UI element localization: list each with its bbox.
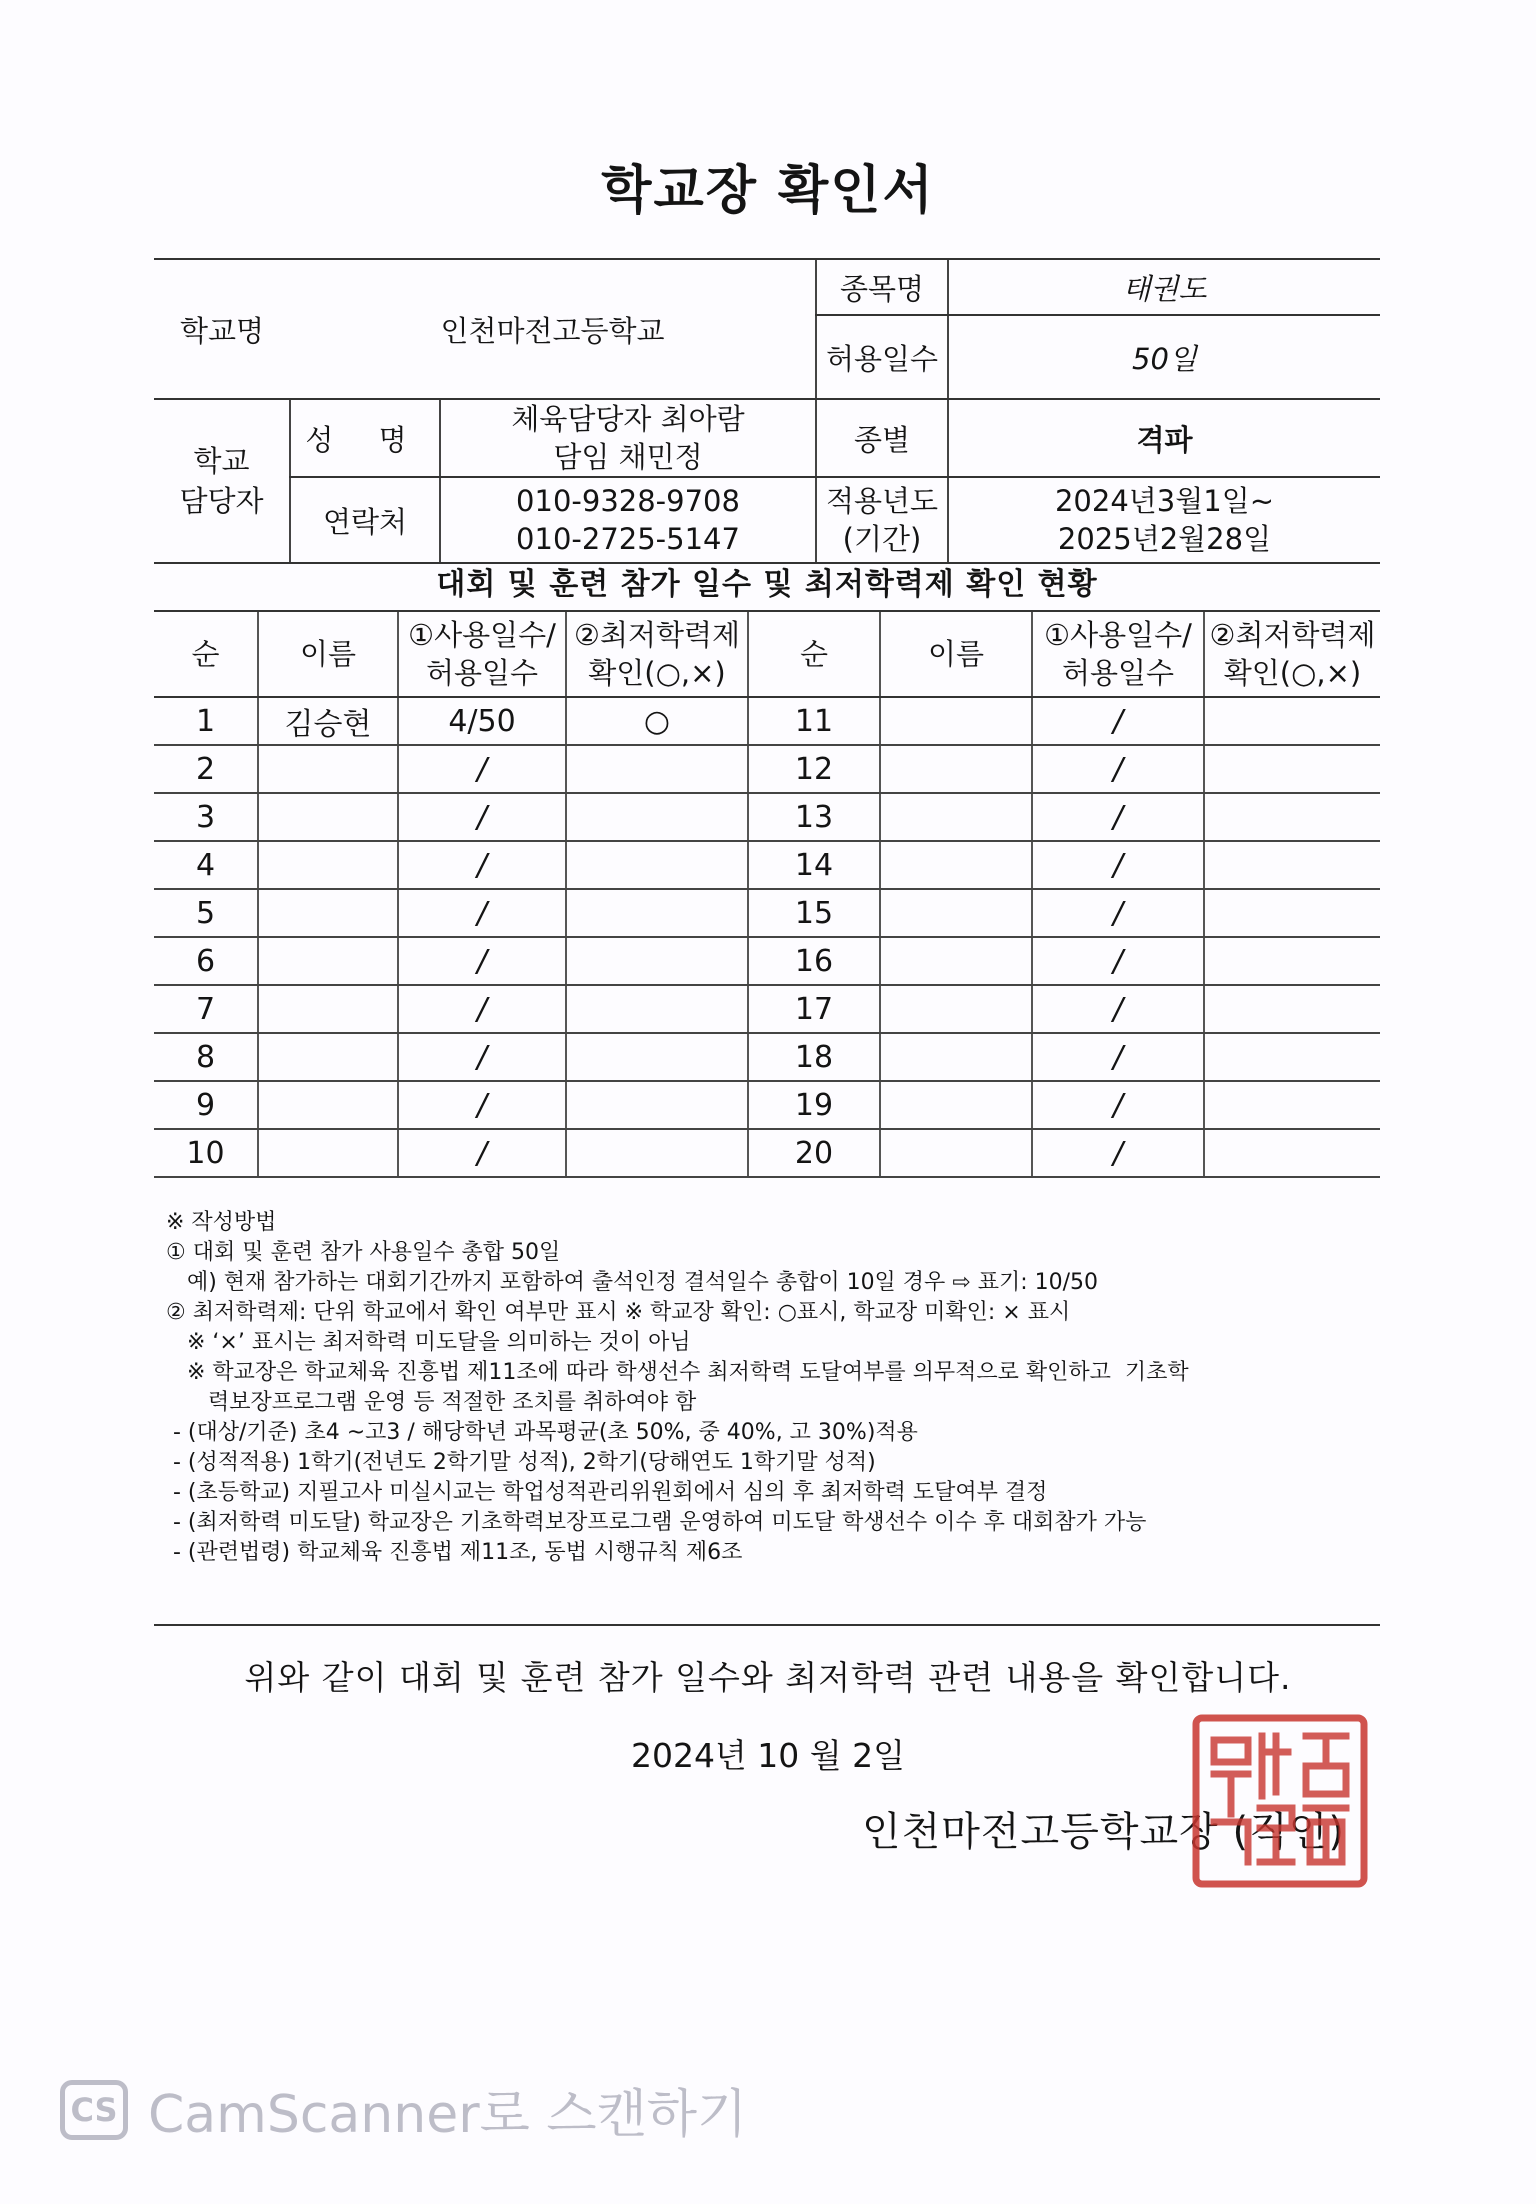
period-value [948,477,1380,563]
signer-name: 인천마전고등학교장 (직인) [862,1809,1345,1855]
category-label: 종별 [816,399,948,477]
col-header-name: 이름 [258,612,398,697]
row-name-right [880,745,1032,793]
row-used-left: / [398,985,566,1033]
row-no-right: 20 [748,1129,880,1177]
participation-table [154,612,1380,1178]
col-header-check-right-line-2: 확인(○,×) [1223,656,1362,690]
manager-label: 학교 담당자 [154,399,290,563]
table-row [154,697,1380,745]
note-line: - (관련법령) 학교체육 진흥법 제11조, 동법 시행규칙 제6조 [166,1540,743,1565]
row-no-right: 16 [748,937,880,985]
row-check-left [566,937,748,985]
category-value: 격파 [948,399,1380,477]
row-name-right [880,697,1032,745]
row-no-left: 9 [154,1081,258,1129]
row-check-left [566,985,748,1033]
row-no-left: 4 [154,841,258,889]
row-no-right: 18 [748,1033,880,1081]
row-name-right [880,1129,1032,1177]
row-check-right [1204,889,1380,937]
contact-line-2: 010-2725-5147 [516,522,740,556]
table-row [154,937,1380,985]
name-line-1: 체육담당자 최아람 [511,402,745,436]
row-name-left [258,889,398,937]
row-used-right: / [1032,889,1204,937]
col-header-check-right [1204,612,1380,697]
sport-value: 태권도 [948,259,1380,315]
allowed-days-value: 50일 [948,315,1380,399]
table-row [154,793,1380,841]
school-value: 인천마전고등학교 [290,259,816,399]
row-name-left [258,745,398,793]
note-line: 예) 현재 참가하는 대회기간까지 포함하여 출석인정 결석일수 총합이 10일 경우 ⇨ 표기: 10/50 [166,1270,1099,1295]
row-name-left: 김승현 [258,697,398,745]
row-name-right [880,889,1032,937]
row-check-right [1204,793,1380,841]
row-no-right: 14 [748,841,880,889]
row-used-right: / [1032,841,1204,889]
col-header-used-right-line-1: ①사용일수/ [1044,618,1192,652]
row-name-right [880,937,1032,985]
row-used-right: / [1032,793,1204,841]
period-line-2: 2025년2월28일 [1057,522,1272,556]
confirmation-statement: 위와 같이 대회 및 훈련 참가 일수와 최저학력 관련 내용을 확인합니다. [244,1658,1292,1697]
row-no-left: 3 [154,793,258,841]
row-check-left [566,793,748,841]
row-used-right: / [1032,1081,1204,1129]
table-header-row [154,612,1380,697]
col-header-used-right-line-2: 허용일수 [1061,656,1175,690]
col-header-check-right-line-1: ②최저학력제 [1209,618,1376,652]
col-header-check-line-2: 확인(○,×) [588,656,726,690]
contact-line-1: 010-9328-9708 [516,484,740,518]
table-row [154,1129,1380,1177]
issue-date: 2024년 10 월 2일 [630,1736,906,1775]
divider-line [154,1624,1380,1626]
row-no-right: 15 [748,889,880,937]
school-label: 학교명 [154,259,290,399]
row-name-left [258,841,398,889]
row-used-left: 4/50 [398,697,566,745]
row-no-left: 6 [154,937,258,985]
instructions-notes [166,1208,1386,1568]
row-used-right: / [1032,985,1204,1033]
row-no-right: 19 [748,1081,880,1129]
row-used-left: / [398,793,566,841]
sport-label: 종목명 [816,259,948,315]
info-table [154,258,1380,564]
row-used-right: / [1032,697,1204,745]
row-check-left: ○ [566,697,748,745]
note-line: - (초등학교) 지필고사 미실시교는 학업성적관리위원회에서 심의 후 최저학력 도달여부 결정 [166,1480,1048,1505]
row-check-right [1204,1033,1380,1081]
col-header-used-line-1: ①사용일수/ [408,618,556,652]
period-label [816,477,948,563]
row-used-left: / [398,745,566,793]
row-no-left: 2 [154,745,258,793]
official-seal-stamp [1190,1712,1370,1890]
contact-value [440,477,816,563]
note-line: ※ ‘×’ 표시는 최저학력 미도달을 의미하는 것이 아님 [166,1330,691,1355]
col-header-used-right [1032,612,1204,697]
col-header-no: 순 [154,612,258,697]
row-no-left: 10 [154,1129,258,1177]
row-no-right: 17 [748,985,880,1033]
table-row [154,841,1380,889]
row-name-right [880,841,1032,889]
row-no-right: 12 [748,745,880,793]
row-used-left: / [398,1033,566,1081]
row-check-left [566,745,748,793]
row-no-left: 8 [154,1033,258,1081]
row-used-left: / [398,1129,566,1177]
row-check-left [566,1033,748,1081]
row-name-right [880,985,1032,1033]
note-line: ※ 작성방법 [166,1210,277,1235]
row-check-right [1204,745,1380,793]
camscanner-logo-icon: CS [60,2080,128,2140]
row-name-left [258,985,398,1033]
col-header-used [398,612,566,697]
row-check-right [1204,841,1380,889]
note-line: - (최저학력 미도달) 학교장은 기초학력보장프로그램 운영하여 미도달 학생선수 이수 후 대회참가 가능 [166,1510,1147,1535]
row-used-right: / [1032,937,1204,985]
contact-label: 연락처 [290,477,440,563]
row-check-right [1204,985,1380,1033]
table-row [154,889,1380,937]
note-line: ※ 학교장은 학교체육 진흥법 제11조에 따라 학생선수 최저학력 도달여부를 의무적으로 확인하고 기초학 [166,1360,1189,1385]
row-check-left [566,1081,748,1129]
name-value [440,399,816,477]
row-used-left: / [398,889,566,937]
period-label-line-2: (기간) [842,522,922,556]
row-check-right [1204,937,1380,985]
table-row [154,1033,1380,1081]
row-used-left: / [398,841,566,889]
allowed-days-label: 허용일수 [816,315,948,399]
row-check-left [566,841,748,889]
row-used-right: / [1032,745,1204,793]
note-line: ① 대회 및 훈련 참가 사용일수 총합 50일 [166,1240,561,1265]
note-line: ② 최저학력제: 단위 학교에서 확인 여부만 표시 ※ 학교장 확인: ○표시, 학교장 미확인: × 표시 [166,1300,1071,1325]
row-name-left [258,793,398,841]
col-header-check-line-1: ②최저학력제 [573,618,741,652]
row-used-right: / [1032,1033,1204,1081]
name-label: 성 명 [290,399,440,477]
row-no-right: 13 [748,793,880,841]
note-line: - (대상/기준) 초4 ~고3 / 해당학년 과목평균(초 50%, 중 40%, 고 30%)적용 [166,1420,918,1445]
period-label-line-1: 적용년도 [825,484,939,518]
row-check-right [1204,1129,1380,1177]
col-header-used-line-2: 허용일수 [425,656,539,690]
note-line: - (성적적용) 1학기(전년도 2학기말 성적), 2학기(당해연도 1학기말 성적) [166,1450,876,1475]
row-no-right: 11 [748,697,880,745]
camscanner-watermark [60,2072,747,2147]
col-header-check [566,612,748,697]
note-line: 력보장프로그램 운영 등 적절한 조치를 취하여야 함 [166,1390,697,1415]
row-used-left: / [398,1081,566,1129]
row-no-left: 5 [154,889,258,937]
col-header-name-right: 이름 [880,612,1032,697]
row-name-left [258,1129,398,1177]
row-check-right [1204,697,1380,745]
row-name-left [258,1081,398,1129]
row-name-left [258,937,398,985]
table-row [154,1081,1380,1129]
row-used-right: / [1032,1129,1204,1177]
section-title: 대회 및 훈련 참가 일수 및 최저학력제 확인 현황 [154,560,1380,612]
row-check-left [566,889,748,937]
row-check-right [1204,1081,1380,1129]
row-used-left: / [398,937,566,985]
row-name-right [880,1081,1032,1129]
row-no-left: 7 [154,985,258,1033]
col-header-no-right: 순 [748,612,880,697]
name-line-2: 담임 채민정 [553,440,703,474]
row-no-left: 1 [154,697,258,745]
row-name-right [880,793,1032,841]
row-name-left [258,1033,398,1081]
document-title: 학교장 확인서 [601,161,935,221]
table-row [154,745,1380,793]
table-row [154,985,1380,1033]
row-check-left [566,1129,748,1177]
camscanner-text: CamScanner로 스캔하기 [148,2085,748,2145]
period-line-1: 2024년3월1일~ [1054,484,1275,518]
row-name-right [880,1033,1032,1081]
